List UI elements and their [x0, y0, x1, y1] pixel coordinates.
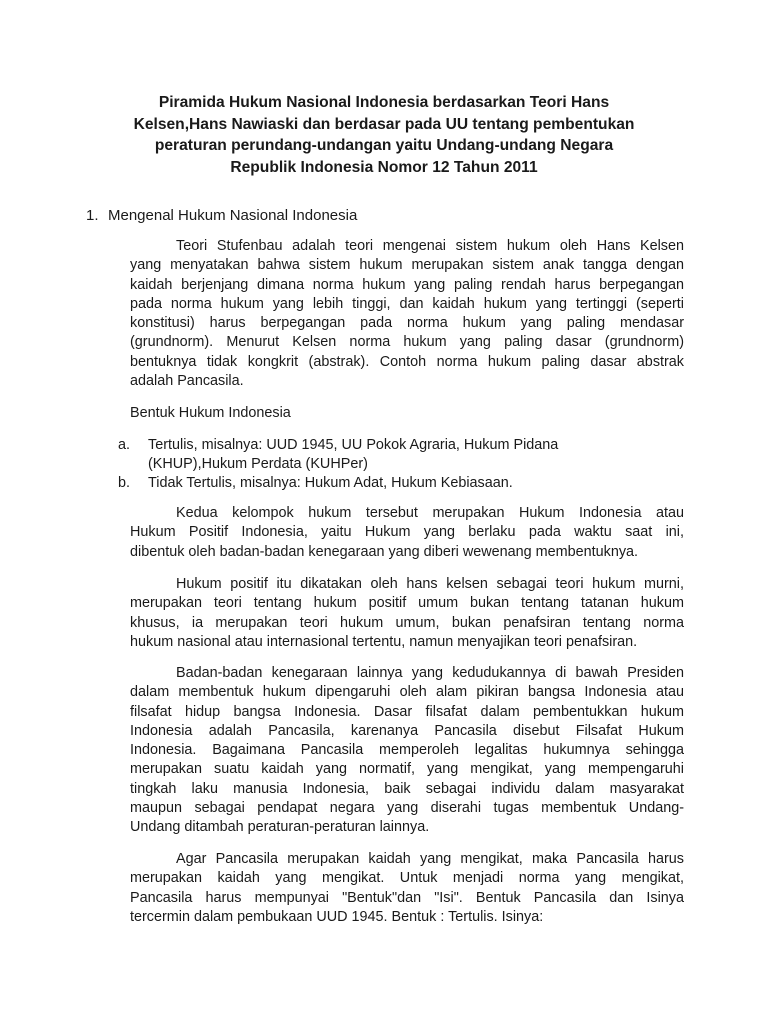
paragraph-line: tingkah laku manusia Indonesia, baik sebagai individu dalam masyarakat	[130, 780, 684, 797]
paragraph-badan-kenegaraan	[130, 664, 684, 838]
list-item	[118, 436, 698, 474]
section-heading	[86, 206, 357, 225]
paragraph-line: merupakan teori tentang hukum positif umum bukan tentang tatanan hukum	[130, 595, 684, 612]
document-title	[110, 92, 658, 178]
title-line: Republik Indonesia Nomor 12 Tahun 2011	[230, 158, 538, 176]
bentuk-hukum-heading: Bentuk Hukum Indonesia	[130, 405, 291, 421]
list-item-line: (KHUP),Hukum Perdata (KUHPer)	[148, 456, 368, 472]
paragraph-line: bentuknya tidak kongkrit (abstrak). Contoh norma hukum paling dasar abstrak	[130, 353, 684, 370]
paragraph-line: Teori Stufenbau adalah teori mengenai sistem hukum oleh Hans Kelsen	[176, 238, 684, 254]
section-number: 1.	[86, 207, 99, 224]
paragraph-line: adalah Pancasila.	[130, 373, 244, 390]
list-item-line: Tertulis, misalnya: UUD 1945, UU Pokok Agraria, Hukum Pidana	[148, 437, 559, 453]
paragraph-line: konstitusi) harus berpegangan pada norma hukum yang paling mendasar	[130, 315, 684, 332]
paragraph-hukum-positif	[130, 575, 684, 652]
paragraph-line: Indonesia adalah Pancasila, karenanya Pancasila disebut Filsafat Hukum	[130, 722, 684, 739]
title-line: Kelsen,Hans Nawiaski dan berdasar pada UU tentang pembentukan	[133, 115, 635, 133]
paragraph-line: Undang ditambah peraturan-peraturan lainnya.	[130, 819, 430, 836]
paragraph-line: Indonesia. Bagaimana Pancasila memperoleh legalitas hukumnya sehingga	[130, 742, 684, 759]
paragraph-line: merupakan kaidah yang mengikat. Untuk menjadi norma yang mengikat,	[130, 870, 684, 887]
paragraph-line: yang menyatakan bahwa sistem hukum merupakan sistem anak tangga dengan	[130, 257, 684, 274]
paragraph-line: (grundnorm). Menurut Kelsen norma hukum yang paling dasar (grundnorm)	[130, 334, 684, 351]
paragraph-line: Hukum Positif Indonesia, yaitu Hukum yang berlaku pada waktu saat ini,	[130, 524, 684, 541]
list-marker: b.	[118, 475, 131, 491]
paragraph-agar-pancasila	[130, 850, 684, 927]
title-line: peraturan perundang-undangan yaitu Undang-undang Negara	[154, 137, 614, 154]
paragraph-line: tercermin dalam pembukaan UUD 1945. Bentuk : Tertulis. Isinya:	[130, 908, 544, 925]
paragraph-line: Agar Pancasila merupakan kaidah yang mengikat, maka Pancasila harus	[176, 851, 684, 867]
bentuk-hukum-list	[118, 436, 698, 493]
paragraph-stufenbau	[130, 237, 684, 391]
paragraph-line: Hukum positif itu dikatakan oleh hans kelsen sebagai teori hukum murni,	[176, 576, 684, 592]
list-marker: a.	[118, 437, 131, 453]
paragraph-line: dalam membentuk hukum dipengaruhi oleh alam pikiran bangsa Indonesia atau	[130, 684, 684, 701]
paragraph-line: hukum nasional atau internasional tertentu, namun menyajikan teori penafsiran.	[130, 633, 638, 650]
paragraph-line: Pancasila harus mempunyai "Bentuk"dan "Isi". Bentuk Pancasila dan Isinya	[130, 889, 684, 906]
paragraph-line: maupun sebagai pendapat negara yang diserahi tugas membentuk Undang-	[130, 800, 684, 817]
paragraph-kedua-kelompok	[130, 504, 684, 562]
paragraph-line: pada norma hukum yang lebih tinggi, dan kaidah hukum yang tertinggi (seperti	[130, 295, 684, 312]
paragraph-line: dibentuk oleh badan-badan kenegaraan yang diberi wewenang membentuknya.	[130, 543, 639, 560]
title-line: Piramida Hukum Nasional Indonesia berdasarkan Teori Hans	[158, 94, 610, 111]
list-item-line: Tidak Tertulis, misalnya: Hukum Adat, Hukum Kebiasaan.	[148, 475, 513, 491]
paragraph-line: Badan-badan kenegaraan lainnya yang kedudukannya di bawah Presiden	[176, 665, 684, 681]
paragraph-line: filsafat hidup bangsa Indonesia. Dasar filsafat dalam pembentukkan hukum	[130, 703, 684, 720]
list-item	[118, 474, 698, 493]
paragraph-line: Kedua kelompok hukum tersebut merupakan Hukum Indonesia atau	[176, 505, 684, 521]
paragraph-line: merupakan suatu kaidah yang normatif, yang mengikat, yang mempengaruhi	[130, 761, 684, 778]
paragraph-line: khusus, ia merupakan teori hukum umum, bukan penafsiran tentang norma	[130, 614, 684, 631]
paragraph-line: kaidah berjenjang dimana norma hukum yang paling rendah harus berpegangan	[130, 276, 684, 293]
section-heading-text: Mengenal Hukum Nasional Indonesia	[108, 207, 358, 224]
